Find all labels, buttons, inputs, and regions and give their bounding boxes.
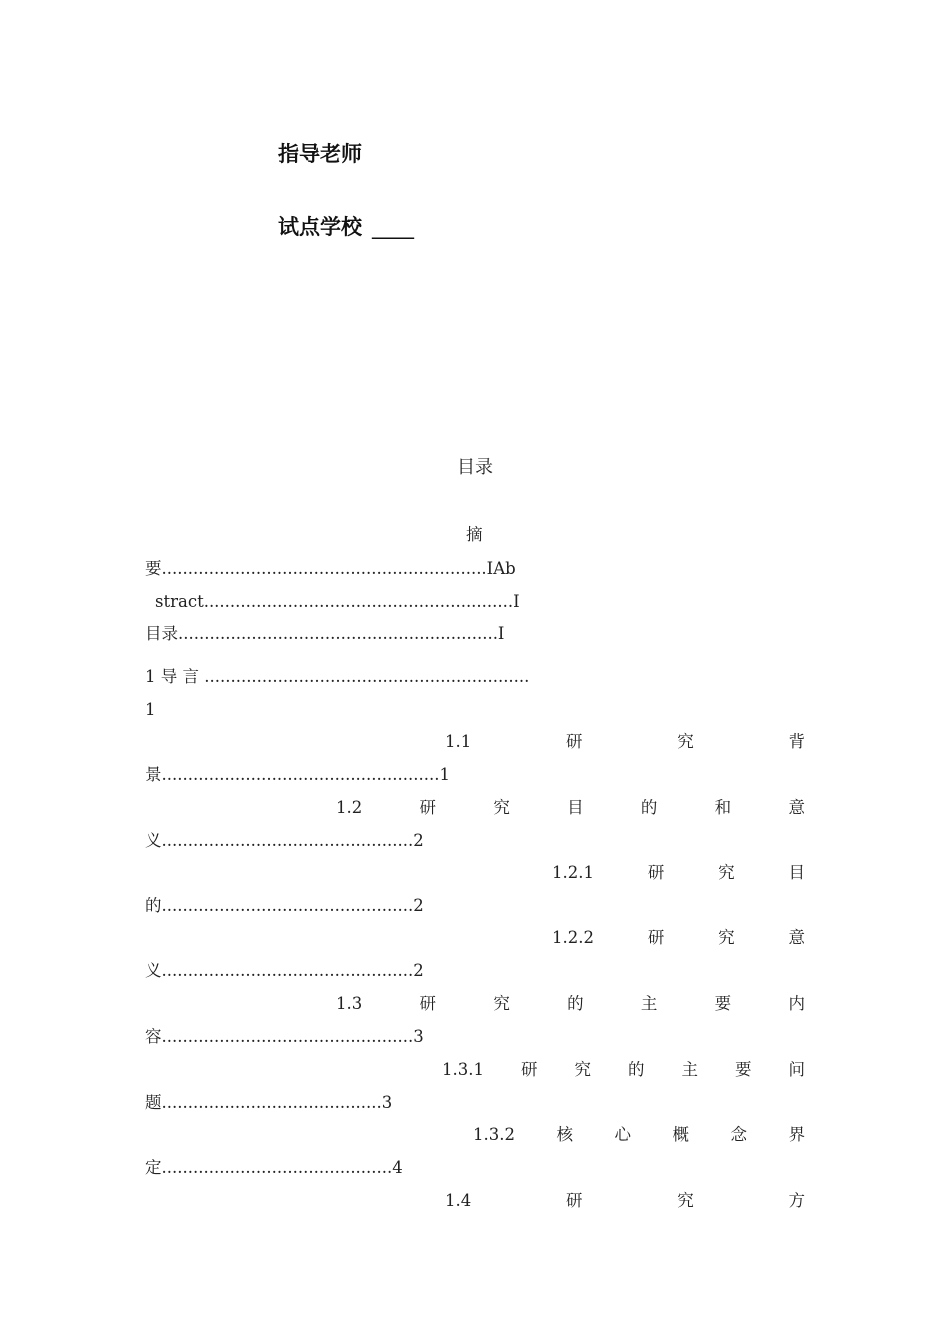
toc-word: 的 (640, 798, 658, 817)
toc-s1-1-tail: 景.....................................................1 (145, 765, 450, 784)
toc-word: 1.4 (445, 1191, 472, 1210)
toc-s1-2-2-tail: 义................................................2 (145, 961, 424, 980)
toc-word: 1.2 (336, 798, 363, 817)
toc-word: 的 (567, 994, 584, 1013)
toc-line-chapter1: 1 导 言 .............................................................. (145, 667, 530, 686)
toc-word: 概 (672, 1125, 689, 1144)
toc-word: 1.3 (336, 994, 363, 1013)
toc-word: 和 (714, 798, 732, 817)
toc-line-abstract: 要..............................................................ⅠAb (145, 559, 516, 578)
toc-s1-2 (336, 800, 805, 817)
cover-advisor (278, 138, 362, 168)
toc-word: 界 (788, 1125, 805, 1144)
toc-word: 目 (788, 863, 805, 882)
toc-word: 研 (419, 798, 437, 817)
toc-word: 究 (493, 994, 510, 1013)
toc-word: 究 (718, 863, 735, 882)
toc-word: 研 (419, 994, 437, 1013)
toc-word: 1.2.2 (552, 928, 594, 947)
advisor-label: 指导老师 (278, 142, 362, 166)
toc-word: 方 (788, 1191, 805, 1210)
toc-word: 念 (730, 1125, 747, 1144)
toc-s1-3-tail: 容................................................3 (145, 1027, 424, 1046)
toc-word: 研 (647, 928, 665, 947)
toc-word: 究 (677, 732, 694, 751)
toc-word: 1.3.1 (442, 1060, 484, 1079)
toc-s1-1 (445, 734, 805, 751)
toc-word: 内 (788, 994, 805, 1013)
toc-s1-3-2 (473, 1127, 805, 1144)
toc-s1-2-2 (552, 930, 805, 947)
toc-s1-2-1 (552, 865, 805, 882)
toc-word: 1.3.2 (473, 1125, 515, 1144)
toc-s1-2-1-tail: 的................................................2 (145, 896, 424, 915)
school-label: 试点学校 (278, 215, 362, 239)
toc-word: 目 (567, 798, 584, 817)
toc-word: 主 (640, 994, 658, 1013)
toc-word: 心 (614, 1125, 631, 1144)
toc-word: 问 (788, 1060, 805, 1079)
toc-word: 1.2.1 (552, 863, 594, 882)
toc-word: 意 (788, 928, 805, 947)
toc-word: 研 (647, 863, 665, 882)
toc-word: 研 (566, 732, 583, 751)
toc-word: 究 (677, 1191, 694, 1210)
toc-word: 的 (627, 1060, 645, 1079)
toc-word: 要 (714, 994, 732, 1013)
toc-word: 究 (718, 928, 735, 947)
toc-word: 1.1 (445, 732, 472, 751)
cover-school (278, 211, 414, 241)
toc-title: 目录 (457, 457, 493, 478)
toc-s1-3-1 (442, 1062, 805, 1079)
toc-s1-3 (336, 996, 805, 1013)
toc-word: 研 (520, 1060, 538, 1079)
toc-line-chapter1-page: 1 (145, 700, 156, 719)
toc-word: 核 (556, 1125, 573, 1144)
toc-word: 背 (788, 732, 805, 751)
toc-line-contents: 目录.............................................................Ⅰ (145, 624, 505, 643)
toc-word: 究 (493, 798, 510, 817)
toc-word: 究 (574, 1060, 591, 1079)
toc-abstract-char: 摘 (466, 525, 483, 544)
toc-s1-2-tail: 义................................................2 (145, 831, 424, 850)
school-blank: ____ (372, 215, 414, 239)
toc-s1-3-2-tail: 定............................................4 (145, 1158, 403, 1177)
toc-word: 意 (788, 798, 805, 817)
toc-word: 要 (734, 1060, 752, 1079)
toc-s1-4 (445, 1193, 805, 1210)
toc-word: 研 (566, 1191, 583, 1210)
toc-word: 主 (681, 1060, 698, 1079)
toc-line-english-abstract: stract...........................................................Ⅰ (155, 592, 520, 611)
toc-s1-3-1-tail: 题..........................................3 (145, 1093, 393, 1112)
